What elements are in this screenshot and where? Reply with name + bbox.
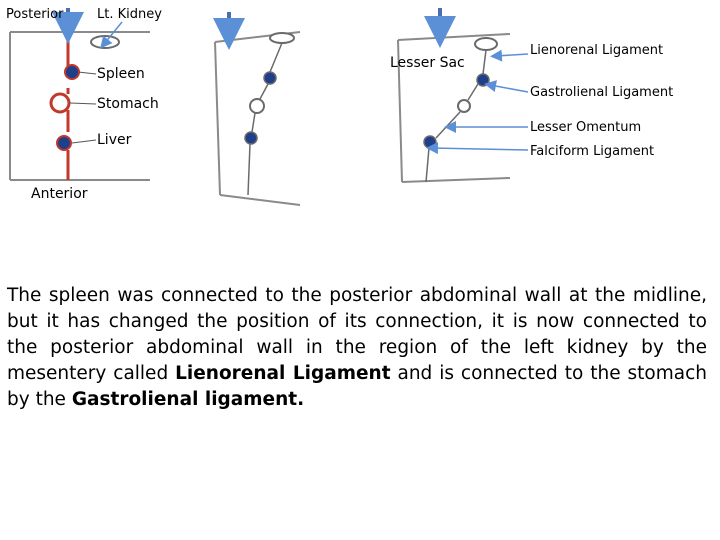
- label-lt-kidney: Lt. Kidney: [97, 7, 162, 22]
- falciform-pointer: [432, 148, 528, 150]
- paragraph-text-2: and is connected to the stomach by the: [7, 363, 708, 410]
- label-lesser-omentum: Lesser Omentum: [530, 120, 642, 135]
- description-paragraph: [7, 283, 707, 413]
- liver-3: [424, 136, 436, 148]
- stomach-3: [458, 100, 470, 112]
- kidney-3: [475, 38, 497, 50]
- label-falciform-ligament: Falciform Ligament: [530, 144, 655, 159]
- paragraph-bold-gastrolienal: Gastrolienal ligament.: [71, 389, 305, 410]
- panel-2: [215, 12, 300, 205]
- stomach-1: [51, 94, 69, 112]
- kidney-2: [270, 33, 294, 43]
- spleen-2: [264, 72, 276, 84]
- label-posterior: Posterior: [6, 7, 64, 22]
- spleen-pointer: [78, 72, 96, 74]
- label-anterior: Anterior: [31, 186, 88, 202]
- stomach-pointer: [70, 103, 96, 104]
- paragraph-text-1: The spleen was connected to the posterior abdominal wall at the midline, but it has changed the position of its connection, it is now connected to the posterior abdominal wall in the region of the left kidney by the mesentery called: [7, 285, 707, 384]
- liver-1: [57, 136, 71, 150]
- label-gastrolienal-ligament: Gastrolienal Ligament: [530, 85, 674, 100]
- gastrolienal-pointer: [490, 85, 528, 92]
- paragraph-bold-lienorenal: Lienorenal Ligament: [175, 363, 391, 384]
- mesentery-2: [248, 43, 282, 195]
- label-lienorenal-ligament: Lienorenal Ligament: [530, 43, 664, 58]
- lienorenal-pointer: [496, 54, 528, 56]
- label-liver: Liver: [97, 132, 132, 148]
- liver-pointer: [72, 140, 96, 143]
- label-stomach: Stomach: [97, 96, 159, 112]
- stomach-2: [250, 99, 264, 113]
- label-lesser-sac: Lesser Sac: [390, 55, 465, 71]
- panel-3: [398, 8, 528, 182]
- posterior-wall-2: [215, 32, 300, 205]
- label-spleen: Spleen: [97, 66, 145, 82]
- liver-2: [245, 132, 257, 144]
- spleen-3: [477, 74, 489, 86]
- spleen-1: [65, 65, 79, 79]
- panel-1: [10, 8, 150, 180]
